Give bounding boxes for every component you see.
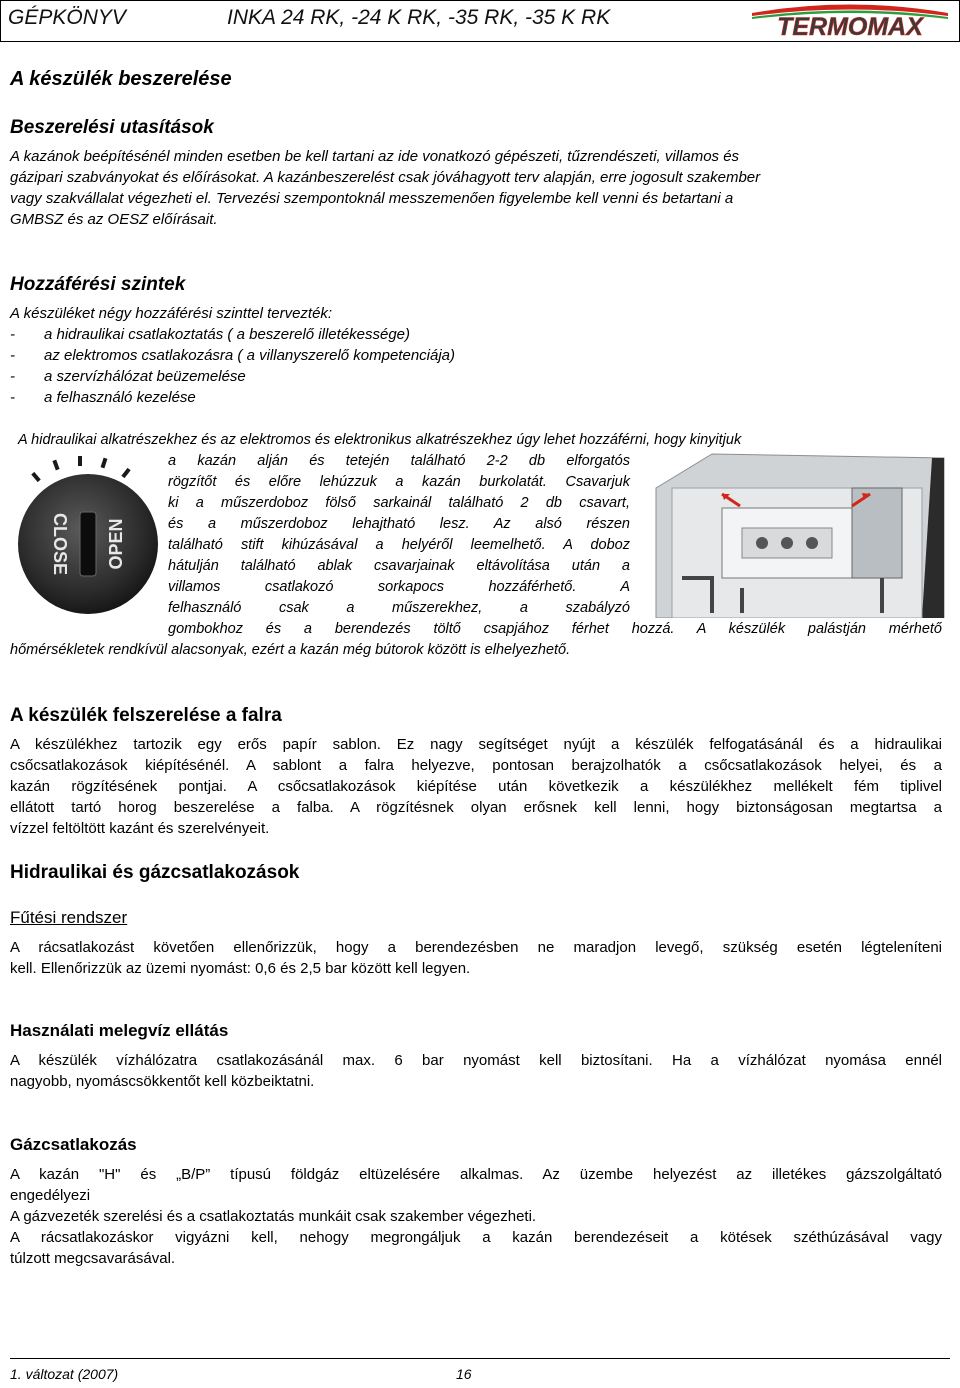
access-item: - a hidraulikai csatlakoztatás ( a beszerelő illetékessége) xyxy=(10,326,411,343)
access-para-first: A hidraulikai alkatrészekhez és az elektromos és elektronikus alkatrészekhez úgy lehet hozzáférni, hogy kinyitjuk xyxy=(18,432,742,448)
gas-line: A rácsatlakozáskor vigyázni kell, nehogy megrongáljuk a kazán berendezéseit a kötések széthúzásával vagy xyxy=(10,1229,942,1246)
hydraulic-heading: Hidraulikai és gázcsatlakozások xyxy=(10,862,300,883)
gas-line: A kazán "H" és „B/P” típusú földgáz eltüzelésére alkalmas. Az üzembe helyezést az illetékes gázszolgáltató xyxy=(10,1166,942,1183)
hotwater-line: A készülék vízhálózatra csatlakozásánál max. 6 bar nyomást kell biztosítani. Ha a vízhálózat nyomása ennél xyxy=(10,1052,942,1069)
knob-open-label: OPEN xyxy=(106,518,126,570)
hotwater-heading: Használati melegvíz ellátás xyxy=(10,1021,229,1040)
logo-wordmark: TERMOMAX xyxy=(777,13,923,38)
access-para-line: és a műszerdoboz lehajtható lesz. Az alsó részen xyxy=(168,516,630,532)
access-para-line: rögzítőt és előre lehúzzuk a kazán burkolatát. Csavarjuk xyxy=(168,474,630,490)
access-para-line: hátulján található ablak csavarjainak eltávolítása után a xyxy=(168,558,630,574)
wall-heading: A készülék felszerelése a falra xyxy=(10,705,282,726)
heating-heading: Fűtési rendszer xyxy=(10,908,128,927)
install-line: A kazánok beépítésénél minden esetben be kell tartani az ide vonatkozó gépészeti, tűzrendészeti, villamos és xyxy=(10,148,740,165)
install-line: gázipari szabványokat és előírásokat. A kazánbeszerelést csak jóváhagyott terv alapján, erre jogosult szakember xyxy=(10,169,761,186)
gas-line: túlzott megcsavarásával. xyxy=(10,1250,176,1267)
access-item: - a szervízhálózat beüzemelése xyxy=(10,368,246,385)
footer-version: 1. változat (2007) xyxy=(10,1366,119,1382)
install-heading: Beszerelési utasítások xyxy=(10,117,214,138)
gas-line: A gázvezeték szerelési és a csatlakoztatás munkáit csak szakember végezheti. xyxy=(10,1208,537,1225)
boiler-interior-image xyxy=(652,448,948,618)
wall-line: A készülékhez tartozik egy erős papír sablon. Ez nagy segítséget nyújt a készülék felfogatásánál és a hidraulikai xyxy=(10,736,942,753)
wall-line: csőcsatlakozások kiépítésénél. A sablont a falra helyezve, pontosan berajzolhatók a csőcsatlakozások helyei, és a xyxy=(10,757,942,774)
heating-line: kell. Ellenőrizzük az üzemi nyomást: 0,6 és 2,5 bar között kell legyen. xyxy=(10,960,471,977)
access-item: - az elektromos csatlakozásra ( a villanyszerelő kompetenciája) xyxy=(10,347,456,364)
wall-line: vízzel feltöltött kazánt és szerelvényeit. xyxy=(10,820,270,837)
access-para-line: villamos csatlakozó sorkapocs hozzáférhető. A xyxy=(168,579,630,595)
install-line: vagy szakvállalat végezheti el. Tervezési szempontoknál messzemenően figyelembe kell venni és betartani a xyxy=(10,190,734,207)
manual-label: GÉPKÖNYV xyxy=(8,6,126,29)
access-heading: Hozzáférési szintek xyxy=(10,274,186,295)
access-para-line: hőmérsékletek rendkívül alacsonyak, ezért a kazán még bútorok között is elhelyezhető. xyxy=(10,642,571,658)
hotwater-line: nagyobb, nyomáscsökkentőt kell közbeiktatni. xyxy=(10,1073,315,1090)
access-intro: A készüléket négy hozzáférési szinttel tervezték: xyxy=(10,305,333,322)
access-para-line: a kazán alján és tetején található 2-2 db elforgatós xyxy=(168,453,630,469)
heating-line: A rácsatlakozást követően ellenőrizzük, hogy a berendezésben ne maradjon levegő, szükség esetén légteleníteni xyxy=(10,939,942,956)
knob-slot xyxy=(80,512,96,576)
close-open-knob-image xyxy=(14,452,164,630)
termomax-logo xyxy=(744,2,956,38)
wall-line: ellátott tartó horog beszerelése a falba. A rögzítésnek olyan erősnek kell lenni, hogy biztonságosan megtartsa a xyxy=(10,799,942,816)
knob-close-label: CLOSE xyxy=(50,512,70,576)
page-title: A készülék beszerelése xyxy=(10,68,232,90)
footer-rule xyxy=(10,1358,950,1359)
install-line: GMBSZ és az OESZ előírásait. xyxy=(10,211,218,228)
access-para-line: található stift kihúzásával a helyéről leemelhető. A doboz xyxy=(168,537,630,553)
access-para-line: ki a műszerdoboz fölső sarkainál található 2 db csavart, xyxy=(168,495,630,511)
access-para-line: felhasználó csak a műszerekhez, a szabályzó xyxy=(168,600,630,616)
page-number: 16 xyxy=(456,1366,472,1382)
access-para-line: gombokhoz és a berendezés töltő csapjához férhet hozzá. A készülék palástján mérhető xyxy=(168,621,942,637)
model-label: INKA 24 RK, -24 K RK, -35 RK, -35 K RK xyxy=(227,6,611,29)
wall-line: kazán rögzítésének pontjai. A csőcsatlakozások kiépítése után következik a készülékhez mellékelt fém tiplivel xyxy=(10,778,942,795)
gas-line: engedélyezi xyxy=(10,1187,91,1204)
gas-heading: Gázcsatlakozás xyxy=(10,1135,137,1154)
access-item: - a felhasználó kezelése xyxy=(10,389,196,406)
